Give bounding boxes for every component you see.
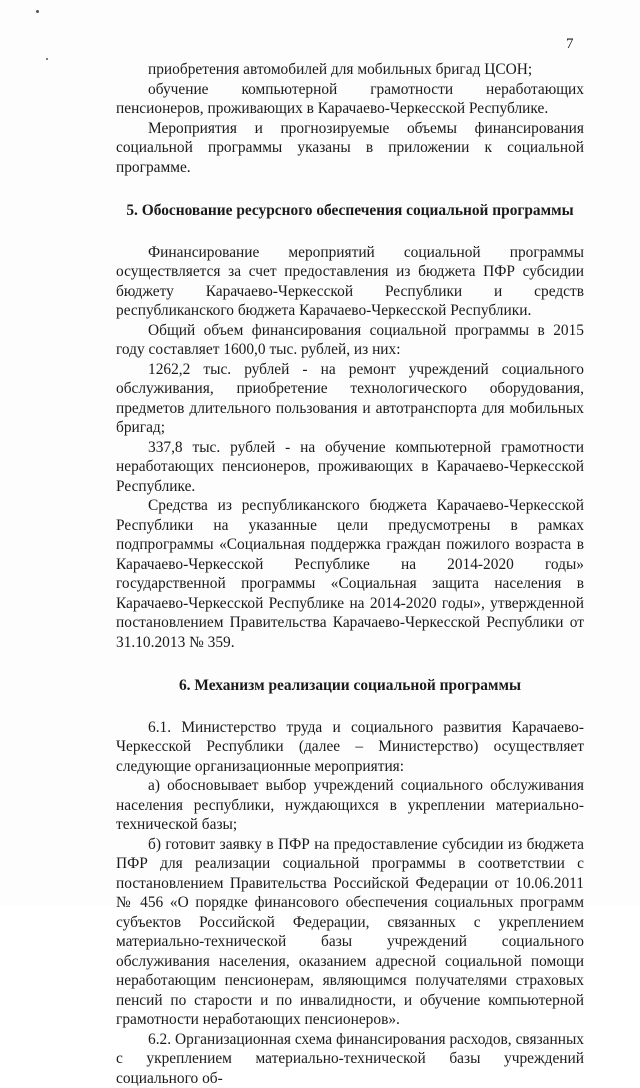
body-paragraph: б) готовит заявку в ПФР на предоставление субсидии из бюджета ПФР для реализации социальной программы в соответствии с постановлением Правительства Российской Федерации от 10.06.2011 № 456 «О порядке финансового обеспечения социальных программ субъектов Российской Федерации, связанных с укреплением материально-технической базы учреждений социального обслуживания населения, оказанием адресной социальной помощи неработающим пенсионерам, являющимся получателями страховых пенсий по старости и по инвалидности, и обучение компьютерной грамотности неработающих пенсионеров».: [116, 835, 584, 1030]
document-body: [116, 60, 584, 1088]
section-heading: 6. Механизм реализации социальной программы: [116, 676, 584, 696]
page-number: 7: [566, 36, 574, 53]
scan-speck: [46, 58, 48, 60]
body-paragraph: Мероприятия и прогнозируемые объемы финансирования социальной программы указаны в приложении к социальной программе.: [116, 119, 584, 178]
body-paragraph: 6.2. Организационная схема финансирования расходов, связанных с укреплением материально-технической базы учреждений социального об-: [116, 1030, 584, 1088]
body-paragraph: Финансирование мероприятий социальной программы осуществляется за счет предоставления из бюджета ПФР субсидии бюджету Карачаево-Черкесской Республики и средств республиканского бюджета Карачаево-Черкесской Республики.: [116, 243, 584, 321]
scan-speck: [36, 10, 39, 13]
body-paragraph: 337,8 тыс. рублей - на обучение компьютерной грамотности неработающих пенсионеров, проживающих в Карачаево-Черкесской Республике.: [116, 438, 584, 497]
body-paragraph: приобретения автомобилей для мобильных бригад ЦСОН;: [148, 60, 584, 80]
body-paragraph: Общий объем финансирования социальной программы в 2015 году составляет 1600,0 тыс. рублей, из них:: [116, 321, 584, 360]
body-paragraph: а) обосновывает выбор учреждений социального обслуживания населения республики, нуждающихся в укреплении материально-технической базы;: [116, 776, 584, 835]
body-paragraph: 1262,2 тыс. рублей - на ремонт учреждений социального обслуживания, приобретение технологического оборудования, предметов длительного пользования и автотранспорта для мобильных бригад;: [116, 360, 584, 438]
section-heading: 5. Обоснование ресурсного обеспечения социальной программы: [116, 201, 584, 221]
body-paragraph: Средства из республиканского бюджета Карачаево-Черкесской Республики на указанные цели предусмотрены в рамках подпрограммы «Социальная поддержка граждан пожилого возраста в Карачаево-Черкесской Республике на 2014-2020 годы» государственной программы «Социальная защита населения в Карачаево-Черкесской Республике на 2014-2020 годы», утвержденной постановлением Правительства Карачаево-Черкесской Республики от 31.10.2013 № 359.: [116, 496, 584, 652]
body-paragraph: 6.1. Министерство труда и социального развития Карачаево-Черкесской Республики (далее – Министерство) осуществляет следующие организационные мероприятия:: [116, 718, 584, 777]
body-paragraph: обучение компьютерной грамотности неработающих пенсионеров, проживающих в Карачаево-Черкесской Республике.: [116, 80, 584, 119]
